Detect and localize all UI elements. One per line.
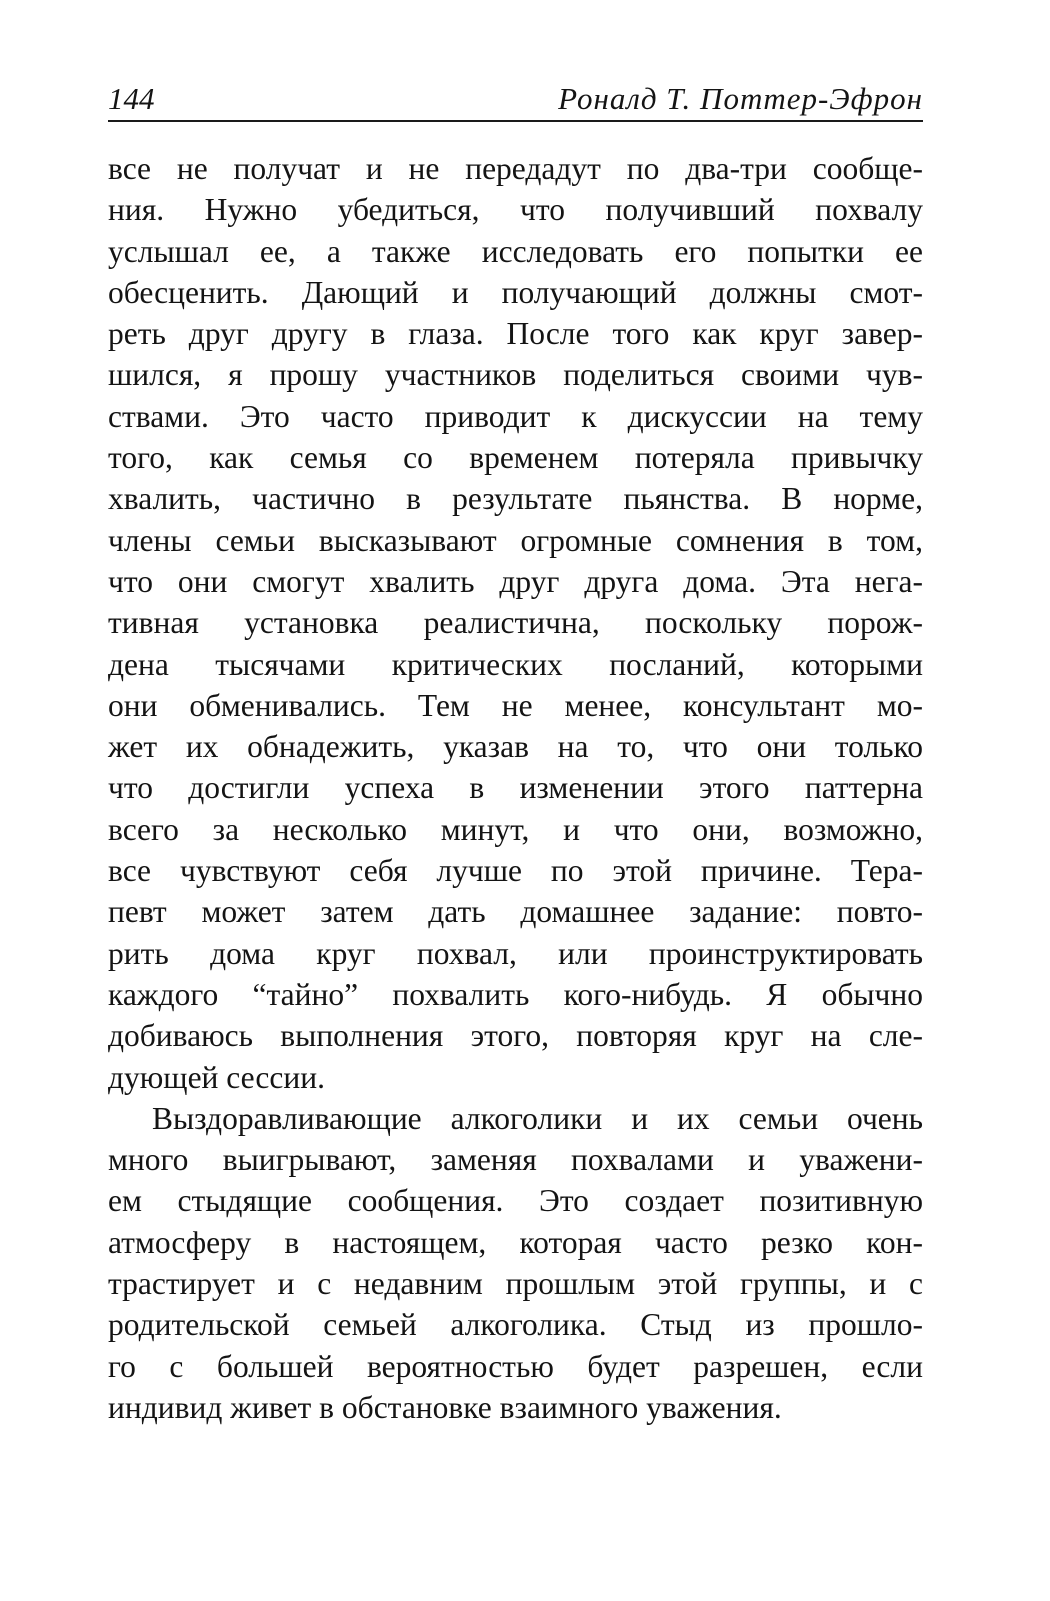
text-line: много выигрывают, заменяя похвалами и уважени-: [108, 1142, 923, 1178]
text-line: жет их обнадежить, указав на то, что они только: [108, 729, 923, 765]
text-line: ем стыдящие сообщения. Это создает позитивную: [108, 1183, 923, 1219]
text-line: рить дома круг похвал, или проинструктировать: [108, 935, 923, 971]
text-line: тивная установка реалистична, поскольку порож-: [108, 605, 923, 641]
paragraph: [108, 148, 923, 1098]
text-line: Выздоравливающие алкоголики и их семьи очень: [152, 1100, 923, 1136]
text-line: что они смогут хвалить друг друга дома. Эта нега-: [108, 563, 923, 599]
text-line: шился, я прошу участников поделиться своими чув-: [108, 357, 923, 393]
text-line: ствами. Это часто приводит к дискуссии на тему: [108, 398, 923, 434]
text-line: го с большей вероятностью будет разрешен, если: [108, 1348, 923, 1384]
text-line: дующей сессии.: [108, 1059, 325, 1095]
page-number: 144: [108, 81, 155, 116]
running-header: [108, 78, 923, 122]
text-line: трастирует и с недавним прошлым этой группы, и с: [108, 1266, 923, 1302]
text-line: родительской семьей алкоголика. Стыд из прошло-: [108, 1307, 923, 1343]
text-line: реть друг другу в глаза. После того как круг завер-: [108, 316, 923, 352]
text-line: дена тысячами критических посланий, которыми: [108, 646, 923, 682]
text-line: все чувствуют себя лучше по этой причине. Тера-: [108, 853, 923, 889]
paragraph: [108, 1098, 923, 1428]
text-line: каждого “тайно” похвалить кого-нибудь. Я обычно: [108, 976, 923, 1012]
running-title: Роналд Т. Поттер-Эфрон: [558, 81, 923, 116]
text-line: атмосферу в настоящем, которая часто резко кон-: [108, 1224, 923, 1260]
text-line: обесценить. Дающий и получающий должны смот-: [108, 274, 923, 310]
text-line: все не получат и не передадут по два-три сообще-: [108, 151, 923, 186]
text-line: индивид живет в обстановке взаимного уважения.: [108, 1389, 782, 1425]
text-line: хвалить, частично в результате пьянства. В норме,: [108, 481, 923, 517]
text-line: того, как семья со временем потеряла привычку: [108, 440, 923, 476]
text-line: ния. Нужно убедиться, что получивший похвалу: [108, 192, 923, 228]
text-line: они обменивались. Тем не менее, консультант мо-: [108, 687, 923, 723]
text-line: что достигли успеха в изменении этого паттерна: [108, 770, 923, 806]
text-line: певт может затем дать домашнее задание: повто-: [108, 894, 923, 930]
text-line: члены семьи высказывают огромные сомнения в том,: [108, 522, 923, 558]
body-text: [108, 148, 923, 1428]
text-line: всего за несколько минут, и что они, возможно,: [108, 811, 923, 847]
book-page: [108, 78, 923, 1428]
text-line: услышал ее, а также исследовать его попытки ее: [108, 233, 923, 269]
text-line: добиваюсь выполнения этого, повторяя круг на сле-: [108, 1018, 923, 1054]
